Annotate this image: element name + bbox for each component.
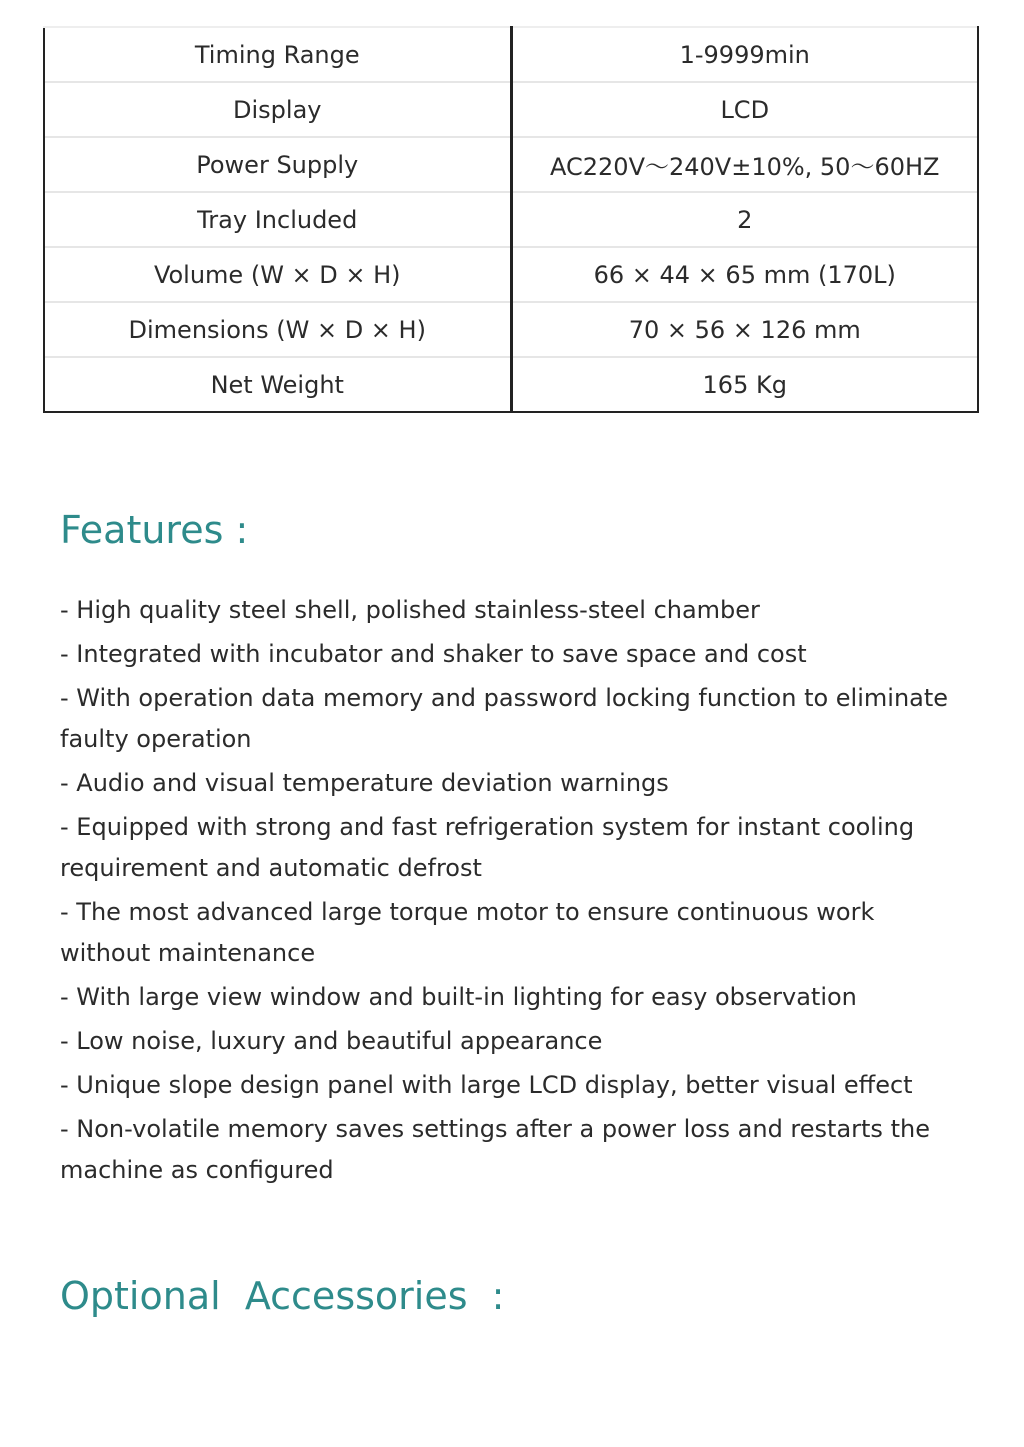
- spec-value: AC220V～240V±10%, 50～60HZ: [511, 137, 978, 192]
- list-item: - Unique slope design panel with large LCD display, better visual effect: [60, 1071, 913, 1099]
- spec-label: Tray Included: [44, 192, 511, 247]
- list-item: - High quality steel shell, polished stainless-steel chamber: [60, 596, 760, 624]
- list-item: - Non-volatile memory saves settings after a power loss and restarts the machine as configured: [60, 1115, 930, 1184]
- spec-label: Timing Range: [44, 27, 511, 82]
- list-item: - The most advanced large torque motor to ensure continuous work without maintenance: [60, 898, 875, 967]
- list-item: - With operation data memory and password locking function to eliminate faulty operation: [60, 684, 949, 753]
- feature-list: [60, 590, 960, 1194]
- spec-label: Power Supply: [44, 137, 511, 192]
- list-item: - Equipped with strong and fast refrigeration system for instant cooling requirement and automatic defrost: [60, 813, 915, 882]
- features-heading: Features :: [60, 508, 249, 552]
- spec-value: 165 Kg: [511, 357, 978, 412]
- table-row: [44, 137, 978, 192]
- list-item: - Audio and visual temperature deviation warnings: [60, 769, 669, 797]
- spec-value: 2: [511, 192, 978, 247]
- table-row: [44, 302, 978, 357]
- spec-table: [43, 26, 979, 413]
- spec-label: Volume (W × D × H): [44, 247, 511, 302]
- table-row: [44, 357, 978, 412]
- spec-value: LCD: [511, 82, 978, 137]
- accessories-heading: Optional Accessories :: [60, 1274, 505, 1318]
- spec-value: 66 × 44 × 65 mm (170L): [511, 247, 978, 302]
- spec-label: Display: [44, 82, 511, 137]
- table-row: [44, 247, 978, 302]
- list-item: - Low noise, luxury and beautiful appearance: [60, 1027, 603, 1055]
- list-item: - Integrated with incubator and shaker to save space and cost: [60, 640, 807, 668]
- list-item: - With large view window and built-in lighting for easy observation: [60, 983, 857, 1011]
- table-row: [44, 82, 978, 137]
- spec-value: 1-9999min: [511, 27, 978, 82]
- spec-label: Net Weight: [44, 357, 511, 412]
- table-row: [44, 27, 978, 82]
- spec-value: 70 × 56 × 126 mm: [511, 302, 978, 357]
- spec-label: Dimensions (W × D × H): [44, 302, 511, 357]
- table-row: [44, 192, 978, 247]
